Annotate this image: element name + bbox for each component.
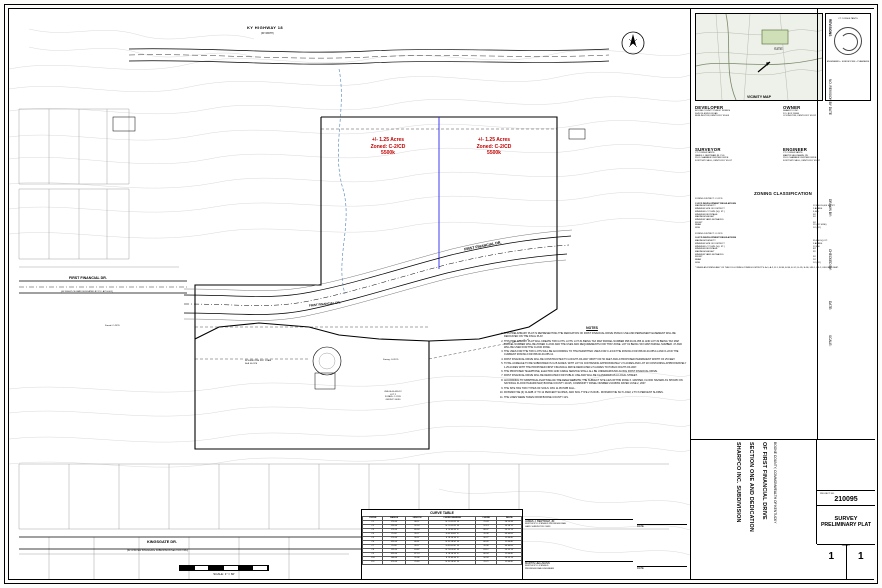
- curve-cell-6-1: 25.00': [383, 545, 405, 549]
- zoning-1-val-0: 12,000-15,000 SQ. FT.: [813, 205, 836, 208]
- curve-cell-2-4: 88.37': [476, 529, 497, 533]
- sheet-label: SHEET: [841, 544, 851, 547]
- curve-cell-3-1: 25.00': [383, 533, 405, 537]
- firm-name-top: CT CONSULTANTS: [838, 18, 858, 20]
- curve-cell-6-2: 39.27': [405, 545, 429, 549]
- zoning-1-key-0: MAXIMUM DENSITY: [695, 205, 716, 208]
- note-item-4: 5. TOTAL ACREAGE TO BE SUBDIVIDED IS 6.25 ACRES. WITH LOT #1 CONTAINING APPROXIMATELY 2.5 ACRES AND LOT #2 CONTAINING APPROXIMATELY 1.25 ACRES WITH THE PROPOSED FIRST FINANCIAL DRIVE DEDICATED 2.5 ACRES TO PUBLIC RIGHT-OF-WAY.: [504, 362, 687, 368]
- curve-cell-8-4: 86.94': [476, 553, 497, 557]
- note-item-7: 8. ACCORDING TO GRAPHICAL PLOTTING OF THE FEMA WEBSITE, THE SUBJECT SITE LIES WITHIN ZONE X. MAPPED, FLOOD HAZARD AS SHOWN ON NATIONAL FLOOD HAZARD MAP, BOONE COUNTY 21015, COMMUNITY PANEL NUMBER 21015051 DATED JUNE 2, 2007.: [504, 379, 687, 385]
- zoning-2-val-7: 20': [813, 259, 816, 262]
- curve-cell-4-5: 11°44'40": [497, 537, 522, 541]
- curve-cell-1-1: 225.00': [383, 525, 405, 529]
- curve-cell-7-4: 63.12': [476, 549, 497, 553]
- scale-label-strip: SCALE:: [828, 335, 832, 347]
- graphic-scale: [179, 565, 269, 576]
- curve-cell-3-0: C4: [363, 533, 383, 537]
- curve-cell-8-5: 11°44'40": [497, 553, 522, 557]
- zoning-1-val-1: 2 ACRES: [813, 208, 823, 211]
- curve-cell-7-1: 125.00': [383, 549, 405, 553]
- curve-cell-0-0: C1: [363, 521, 383, 525]
- surveyor-line-0: CT CONSULTANTS: [695, 152, 715, 154]
- surveyor-title-1: KENTUCKY LICENSED PROFESSIONAL: [525, 523, 567, 526]
- curve-cell-2-3: S 73°03'44" E: [429, 529, 476, 533]
- zoning-2-key-8: SIDE: [695, 261, 701, 264]
- curve-th-0: CURVE: [363, 517, 383, 521]
- curve-cell-10-0: C11: [363, 561, 383, 565]
- label-ky-highway-18-sub: (60' WIDTH): [261, 33, 274, 35]
- curve-cell-10-2: 76.85': [405, 561, 429, 565]
- zoning-2-key-0: MAXIMUM DENSITY: [695, 240, 716, 243]
- curve-cell-4-0: C5: [363, 537, 383, 541]
- curve-cell-5-5: 11°44'40": [497, 541, 522, 545]
- zoning-1-row-8: [695, 227, 871, 230]
- curve-cell-1-3: N 71°41'43" W: [429, 525, 476, 529]
- zoning-classification-block: [695, 191, 871, 331]
- signature-block: [525, 509, 687, 579]
- engineer-line-0: CT CONSULTANTS: [783, 152, 803, 154]
- zoning-section-2-title: O-2/CD DEVELOPMENT REGULATIONS: [695, 237, 737, 240]
- engineer-title-1: KENTUCKY LICENSED: [525, 564, 549, 567]
- curve-cell-7-3: N 73°03'44" W: [429, 549, 476, 553]
- parcel-a-value: 5500k: [381, 150, 395, 156]
- curve-cell-2-0: C3: [363, 529, 383, 533]
- developer-line-2: BURLINGTON, KENTUCKY 41005: [695, 115, 730, 118]
- curve-cell-5-0: C6: [363, 541, 383, 545]
- zoning-2-val-2: 12,000: [813, 245, 820, 248]
- engineer-line-2: 2161 CHAMBER CENTER DRIVE: [783, 157, 817, 160]
- revisions-label: REVISIONS: [828, 19, 832, 37]
- revisions-strip: [817, 9, 837, 439]
- curve-cell-4-1: 275.00': [383, 537, 405, 541]
- right-panel: [690, 9, 874, 579]
- zoning-2-key-5: MINIMUM YARD SETBACKS: [695, 253, 724, 256]
- note-item-3: 4. FIRST FINANCIAL DRIVE WILL BE CONSTRUCTED TO A RIGHT-OF-WAY WIDTH OF 50 FEET AND A PROPOSED PERMANENT WIDTH OF 25 FEET.: [504, 358, 687, 361]
- curve-cell-0-2: 80.11': [405, 521, 429, 525]
- curve-cell-6-3: S 45°00'00" W: [429, 545, 476, 549]
- zoning-regs-2: [695, 240, 871, 264]
- zoning-1-key-6: FRONT: [695, 221, 703, 224]
- engineer-line-1: MARTIN HELLMANN, PE: [783, 154, 808, 157]
- vicinity-map: [695, 13, 823, 101]
- label-first-financial-dr-mid: FIRST FINANCIAL DR.: [308, 300, 341, 308]
- curve-cell-5-3: N 78°18'34" W: [429, 541, 476, 545]
- scale-bar-graphic: [179, 565, 269, 571]
- zoning-2-val-3: 80': [813, 248, 816, 251]
- general-notes: [497, 327, 687, 507]
- zoning-1-key-4: MAXIMUM HEIGHT: [695, 216, 715, 219]
- curve-cell-10-4: 76.71': [476, 561, 497, 565]
- zoning-1-val-3: 50': [813, 213, 816, 216]
- curve-cell-6-0: C7: [363, 545, 383, 549]
- date-label-strip: DATE:: [828, 301, 832, 311]
- sheet-number: 1: [828, 551, 835, 562]
- surveyor-name: JAMES J. BERTRAM, JR.: [525, 520, 556, 523]
- curve-cell-8-1: 425.00': [383, 553, 405, 557]
- zoning-2-val-8: 10' (20'): [813, 261, 821, 264]
- curve-th-4: CHORD: [476, 517, 497, 521]
- note-item-6: 7. FIRST FINANCIAL DRIVE WILL BE DEDICATED FOR PUBLIC USE AND WILL BE CLASSIFIED AS A LOCAL STREET.: [504, 374, 687, 377]
- curve-cell-9-0: C10: [363, 557, 383, 561]
- zoning-2-key-7: REAR: [695, 259, 702, 262]
- engineer-sign-line: [525, 551, 633, 562]
- curve-th-2: LENGTH: [405, 517, 429, 521]
- curve-cell-1-2: 52.24': [405, 525, 429, 529]
- drawn-by-label: DRAWN BY:: [828, 199, 832, 217]
- surveyor-date-line: [637, 514, 687, 525]
- engineer-date-label: DATE: [637, 567, 644, 571]
- curve-cell-0-1: 175.00': [383, 521, 405, 525]
- sheet-number-area: [817, 544, 875, 580]
- zoning-2-val-1: 3 ACRES: [813, 242, 823, 245]
- curve-cell-7-5: 29°15'13": [497, 549, 522, 553]
- sheet-id-area: [817, 440, 875, 544]
- zone-label-c2cd: Zoned: C-2/CD: [105, 325, 120, 327]
- curve-cell-2-2: 89.34': [405, 529, 429, 533]
- owner-line-1: P.O. BOX 18086: [783, 112, 800, 115]
- note-item-0: 1. THIS PRELIMINARY PLAT IS REPRESENTING THE DEDICATION OF FIRST FINANCIAL DRIVE PUBLIC USE AND PERMANENT EASEMENT WILL BE DEDICATED ON THE FINAL PLAT.: [504, 332, 687, 338]
- curve-cell-9-5: 29°15'13": [497, 557, 522, 561]
- zoning-1-val-7: 25' (20' SIDE): [813, 224, 827, 227]
- curve-cell-4-4: 56.27': [476, 537, 497, 541]
- curve-cell-0-3: N 71°41'43" W: [429, 521, 476, 525]
- zoning-1-key-1: MINIMUM SIZE OF DISTRICT: [695, 208, 725, 211]
- zoning-1-key-7: REAR: [695, 224, 702, 227]
- project-title-4: BOONE COUNTY, COMMONWEALTH OF KENTUCKY: [773, 442, 777, 524]
- label-kingsgate-dr-sub: (60' R/W PER KINGSGATE SUBDIVISION SECTION TWO): [127, 550, 189, 552]
- zoning-district-2: ZONING DISTRICT: O-2/CD: [695, 232, 723, 235]
- curve-cell-1-4: 52.13': [476, 525, 497, 529]
- surveyor-line-3: FORT MITCHELL, KENTUCKY 41017: [695, 160, 733, 163]
- site-drawing: [9, 9, 690, 579]
- note-item-1: 2. THIS PRELIMINARY PLAT WILL CREATE TWO LOTS. LOTS: LOT #1 BEING TAX MAP PARCEL NUMBER 058.00-00-055.11 AND LOT #2 BEING TAX MAP PARCEL NUMBER WILL BE ZONED C-2/CD AND THE USES AND REQUIREMENTS FOR THAT ZONE. LOT #1 BEING TAX MAP PARCEL NUMBER .47 AND WILL BE USED FOR THE O-2/CD ZONE.: [504, 340, 687, 349]
- zoning-1-val-2: 5,000: [813, 210, 819, 213]
- zoning-1-key-2: MINIMUM LOT SIZE (SQ. FT.): [695, 210, 725, 213]
- zoning-2-key-6: FRONT: [695, 256, 703, 259]
- curve-cell-8-3: S 78°18'34" E: [429, 553, 476, 557]
- developer-line-1: 5645 IDLEWILD ROAD: [695, 112, 718, 115]
- sheet-title-2: PRELIMINARY PLAT: [820, 522, 872, 528]
- revisions-cols: NO. REVISION BY DATE: [828, 79, 832, 116]
- notes-list: [497, 332, 687, 399]
- label-first-financial-dr-east: FIRST FINANCIAL DR.: [463, 240, 502, 252]
- zoning-2-val-4: 35': [813, 250, 816, 253]
- curve-th-1: RADIUS: [383, 517, 405, 521]
- curve-table-title: CURVE TABLE: [430, 511, 454, 515]
- zoning-2-key-4: MAXIMUM HEIGHT: [695, 250, 715, 253]
- note-item-5: 6. THE PROPOSED TELEPHONE, ELECTRIC AND CABLE SERVICE SHALL ALL BE UNDERGROUND ALONG FIRST FINANCIAL DRIVE.: [504, 370, 687, 373]
- curve-cell-9-3: S 73°03'44" E: [429, 557, 476, 561]
- sheet-title-1: SURVEY: [834, 516, 858, 522]
- curve-cell-2-1: 175.00': [383, 529, 405, 533]
- curve-cell-3-3: N 45°00'00" E: [429, 533, 476, 537]
- curve-cell-9-4: 50.50': [476, 557, 497, 561]
- label-kingsgate-dr: KINGSGATE DR.: [147, 540, 177, 544]
- curve-cell-8-2: 87.10': [405, 553, 429, 557]
- zoning-2-key-2: MINIMUM LOT SIZE (SQ. FT.): [695, 245, 725, 248]
- firm-sub: ENGINEERS • SURVEYORS • PLANNERS: [826, 60, 870, 63]
- zoning-district-1: ZONING DISTRICT: C-2/CD: [695, 198, 723, 200]
- project-no-label: PROJECT NO.: [820, 493, 835, 495]
- surveyor-line-2: 2161 CHAMBER CENTER DRIVE: [695, 157, 729, 160]
- curve-cell-3-4: 35.36': [476, 533, 497, 537]
- scale-text: SCALE: 1" = 60': [213, 572, 235, 576]
- sheet-of-number: 1: [857, 551, 864, 562]
- owner-line-2: COVINGTON, KENTUCKY 41012: [783, 115, 816, 118]
- project-title-3: OF FIRST FINANCIAL DRIVE: [761, 442, 767, 520]
- curve-cell-4-2: 56.37': [405, 537, 429, 541]
- surveyor-engineer-block: [695, 147, 871, 187]
- zoning-1-val-4: 50': [813, 216, 816, 219]
- curve-cell-0-4: 79.43': [476, 521, 497, 525]
- firm-logo-mark: [834, 27, 862, 55]
- curve-table: [361, 509, 523, 579]
- project-title-1: SHARPCO INC. SUBDIVISION: [735, 442, 741, 523]
- curve-cell-7-0: C8: [363, 549, 383, 553]
- curve-cell-7-2: 63.82': [405, 549, 429, 553]
- owner-line-0: SHARPCO INC.: [783, 110, 799, 112]
- curve-cell-5-2: 66.61': [405, 541, 429, 545]
- curve-cell-3-5: 90°00'00": [497, 533, 522, 537]
- vicinity-map-label: VICINITY MAP: [746, 95, 772, 99]
- note-item-10: 11. THE LINES WERE TAKEN FROM BOONE COUNTY GIS.: [504, 396, 687, 399]
- curve-cell-6-5: 90°00'00": [497, 545, 522, 549]
- curve-cell-6-4: 35.36': [476, 545, 497, 549]
- developer-owner-block: [695, 105, 871, 145]
- engineer-title-2: PROFESSIONAL ENGINEER: [525, 567, 554, 570]
- curve-cell-5-1: 325.00': [383, 541, 405, 545]
- zoning-2-row-8: [695, 262, 871, 265]
- curve-cell-10-5: 11°44'40": [497, 561, 522, 565]
- zoning-1-key-3: MINIMUM FRONTAGE: [695, 213, 718, 216]
- parcel-label-b: [453, 137, 535, 157]
- curve-cell-1-5: 13°18'12": [497, 525, 522, 529]
- label-first-financial-dr-west-sub: (60' RIGHT-OF-WAY DEDICATED BY P.C. A PG 601): [61, 291, 113, 293]
- zoning-1-key-5: MINIMUM YARD SETBACKS: [695, 218, 724, 221]
- surveyor-line-1: JAMES J. BERTRAM JR. PLS: [695, 154, 725, 157]
- curve-cell-8-0: C9: [363, 553, 383, 557]
- note-item-2: 3. THE USES FOR THE TWO LOTS WILL BE ACCORDING TO THE PERMITTED USES FOR C-2/CD THE ZONING FOR 058.00-00-055.11 AND O-2/CD THE CURRENT ZONING FOR 058.00-00-055.12.: [504, 350, 687, 356]
- engineer-name: MARTIN HELLMANN: [525, 561, 550, 565]
- title-block: [691, 439, 875, 579]
- note-item-8: 9. THE SITE HAS TWO TYPES OF SOILS: 93% 11.95 PWB FALL.: [504, 387, 687, 390]
- curve-table-grid: [362, 516, 522, 565]
- zoning-title: ZONING CLASSIFICATION: [754, 191, 812, 196]
- surveyor-title: SURVEYOR: [695, 147, 721, 152]
- zoning-2-key-3: MINIMUM FRONTAGE: [695, 248, 718, 251]
- zoning-2-val-0: 35,000 SQ. FT.: [813, 240, 828, 243]
- zoning-footnote: * WHEN ADJOINING ANY OF THE FOLLOWING ZONING DISTRICTS: A-1, A-2, R-1, R-1B, E-1B, E-1C, E-1D, E-1E, UR-1, UR-2, UR-3 AND MHP.: [695, 267, 839, 270]
- curve-cell-9-1: 100.00': [383, 557, 405, 561]
- curve-cell-0-5: 26°13'46": [497, 521, 522, 525]
- lot2-callout: 058.00-00-055.12 LOT 2 ZONED: C-2/CD GROUP #0030: [365, 391, 421, 402]
- engineer-date-line: [637, 556, 687, 567]
- zoning-1-val-6: 30': [813, 221, 816, 224]
- engineer-title: ENGINEER: [783, 147, 808, 152]
- parcel-a-zone: Zoned: C-2/CD: [370, 143, 406, 150]
- project-no-value: 210095: [834, 495, 858, 503]
- soil-label-rossmoyne: ROSSMOYNE SILT LOAM RuB SLOPE: [245, 360, 305, 365]
- checked-by-label: CHECKED BY:: [828, 249, 832, 271]
- zoning-2-key-1: MINIMUM SIZE OF DISTRICT: [695, 242, 725, 245]
- curve-cell-10-3: N 78°18'34" W: [429, 561, 476, 565]
- curve-table-row: [363, 561, 522, 565]
- surveyor-date-label: DATE: [637, 525, 644, 529]
- surveyor-title-2: LAND SURVEYOR #3453: [525, 525, 551, 528]
- curve-cell-3-2: 39.27': [405, 533, 429, 537]
- zoning-section-1-title: C-2/CD DEVELOPMENT REGULATIONS: [695, 202, 736, 205]
- zoning-1-key-8: SIDE: [695, 227, 701, 230]
- zoning-1-val-8: 10' (20'): [813, 227, 821, 230]
- parcel-b-zone: Zoned: C-2/CD: [476, 143, 512, 150]
- curve-cell-10-1: 375.00': [383, 561, 405, 565]
- zone-label-o2cd: Zoning: O-2/CD: [383, 359, 399, 361]
- svg-text:SITE: SITE: [774, 46, 783, 51]
- owner-title: OWNER: [783, 105, 801, 110]
- parcel-label-a: [347, 137, 429, 157]
- curve-cell-9-2: 51.06': [405, 557, 429, 561]
- parcel-b-value: 5500k: [487, 150, 501, 156]
- curve-cell-4-3: S 78°18'34" E: [429, 537, 476, 541]
- label-first-financial-dr-west: FIRST FINANCIAL DR.: [69, 276, 107, 280]
- curve-cell-1-0: C2: [363, 525, 383, 529]
- note-item-9: 10. ROSSMOYNE (6) CLAMB 'A' TO 12 PERCENT SLOPES, AND SOIL TYPE 2 IS RUB - ROSSMOYNE SILT LOAM, 2 TO 6 PERCENT SLOPES.: [504, 391, 687, 394]
- engineer-line-3: FORT MITCHELL, KENTUCKY 41017: [783, 160, 821, 163]
- surveyor-sign-line: [525, 509, 633, 520]
- parcel-b-area: +/- 1.25 Acres: [477, 137, 511, 143]
- project-title-2: SECTION ONE AND DEDICATION: [748, 442, 754, 532]
- curve-cell-2-5: 29°15'13": [497, 529, 522, 533]
- notes-title: NOTES: [586, 326, 598, 330]
- curve-th-5: DELTA: [497, 517, 522, 521]
- curve-th-3: CHORD BEARING: [429, 517, 476, 521]
- curve-cell-5-4: 66.49': [476, 541, 497, 545]
- developer-title: DEVELOPER: [695, 105, 724, 110]
- developer-line-0: BOONE COUNTY PUBLIC WORKS: [695, 110, 731, 112]
- zoning-2-val-6: 30': [813, 256, 816, 259]
- label-ky-highway-18: KY HIGHWAY 18: [247, 25, 284, 30]
- parcel-a-area: +/- 1.25 Acres: [371, 137, 405, 143]
- project-title-area: [691, 440, 817, 544]
